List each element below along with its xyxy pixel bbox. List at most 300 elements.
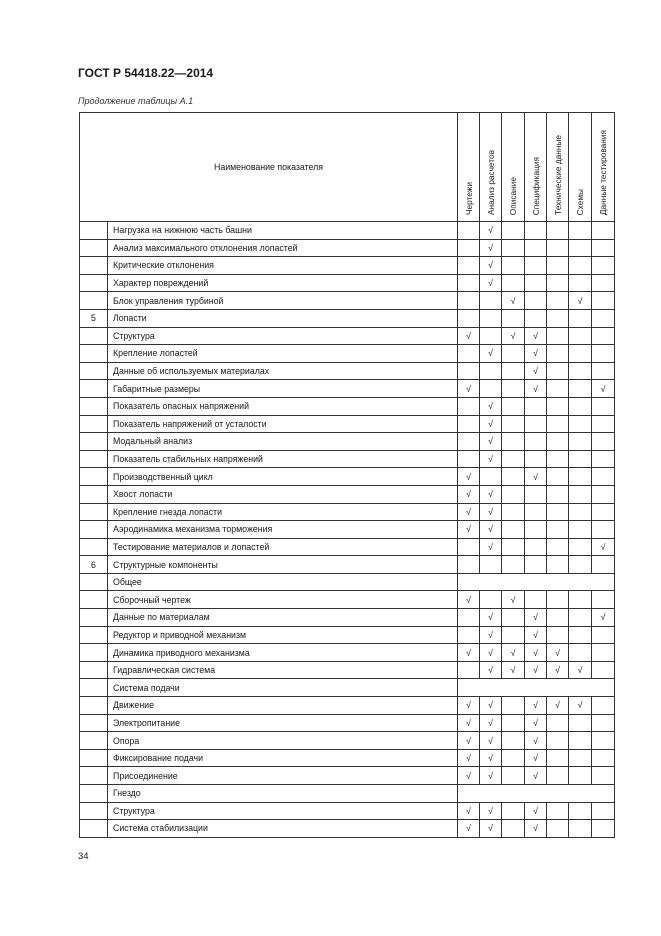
empty-cell (569, 714, 592, 732)
empty-cell (547, 309, 569, 327)
check-mark-cell: √ (569, 661, 592, 679)
row-number (80, 468, 108, 486)
empty-cell (547, 239, 569, 257)
empty-cell (592, 732, 615, 750)
empty-cell (525, 309, 547, 327)
indicators-table (79, 112, 615, 838)
row-number (80, 573, 108, 591)
empty-cell (569, 626, 592, 644)
table-row (80, 556, 615, 574)
indicator-name: Критические отклонения (108, 257, 458, 275)
empty-cell (569, 820, 592, 838)
check-mark-cell: √ (525, 609, 547, 627)
empty-cell (502, 274, 525, 292)
table-row (80, 468, 615, 486)
empty-cell (592, 397, 615, 415)
header-col-label: Данные тестирования (598, 129, 609, 215)
indicator-name: Фиксирование подачи (108, 749, 458, 767)
empty-cell (502, 556, 525, 574)
table-row (80, 609, 615, 627)
row-number (80, 415, 108, 433)
empty-cell (502, 626, 525, 644)
empty-cell (502, 468, 525, 486)
indicator-name: Производственный цикл (108, 468, 458, 486)
indicator-name: Опора (108, 732, 458, 750)
empty-cell (569, 327, 592, 345)
check-mark-cell: √ (592, 380, 615, 398)
indicator-name: Сборочный чертеж (108, 591, 458, 609)
empty-cell (592, 239, 615, 257)
row-number (80, 626, 108, 644)
empty-cell (525, 257, 547, 275)
empty-cell (458, 345, 480, 363)
empty-cell (458, 556, 480, 574)
empty-cell (547, 468, 569, 486)
empty-cell (502, 362, 525, 380)
row-number (80, 697, 108, 715)
row-number (80, 644, 108, 662)
indicator-name: Показатель напряжений от усталости (108, 415, 458, 433)
table-row (80, 257, 615, 275)
row-number (80, 820, 108, 838)
check-mark-cell: √ (480, 450, 502, 468)
empty-cell (592, 450, 615, 468)
empty-cell (547, 626, 569, 644)
row-number (80, 345, 108, 363)
row-number (80, 767, 108, 785)
empty-cell (569, 521, 592, 539)
empty-cell (458, 274, 480, 292)
check-mark-cell: √ (525, 767, 547, 785)
header-col (547, 113, 569, 222)
empty-cell (592, 697, 615, 715)
table-row (80, 485, 615, 503)
row-number (80, 485, 108, 503)
empty-cell (458, 415, 480, 433)
empty-cell (547, 749, 569, 767)
empty-cell (458, 450, 480, 468)
indicator-name: Аэродинамика механизма торможения (108, 521, 458, 539)
table-row (80, 415, 615, 433)
empty-cell (592, 556, 615, 574)
indicator-name: Общее (108, 573, 458, 591)
empty-cell (525, 485, 547, 503)
empty-cell (592, 327, 615, 345)
indicator-name: Нагрузка на нижнюю часть башни (108, 222, 458, 240)
table-row (80, 749, 615, 767)
empty-cell (547, 802, 569, 820)
row-number (80, 538, 108, 556)
table-row (80, 573, 615, 591)
row-number (80, 661, 108, 679)
empty-cell (569, 309, 592, 327)
empty-cell (547, 538, 569, 556)
check-mark-cell: √ (458, 591, 480, 609)
row-number (80, 714, 108, 732)
table-row (80, 222, 615, 240)
check-mark-cell: √ (480, 749, 502, 767)
empty-cell (592, 714, 615, 732)
empty-cell (569, 362, 592, 380)
row-number (80, 503, 108, 521)
check-mark-cell: √ (502, 327, 525, 345)
table-row (80, 345, 615, 363)
header-col (458, 113, 480, 222)
table-row (80, 714, 615, 732)
table-row (80, 397, 615, 415)
empty-cell (569, 732, 592, 750)
empty-cell (547, 485, 569, 503)
header-col (525, 113, 547, 222)
check-mark-cell: √ (525, 468, 547, 486)
header-col-label: Спецификация (530, 156, 541, 215)
empty-cell (525, 274, 547, 292)
empty-cell (502, 749, 525, 767)
check-mark-cell: √ (480, 503, 502, 521)
row-number (80, 785, 108, 803)
empty-cell (592, 503, 615, 521)
empty-cell (592, 274, 615, 292)
empty-cell (547, 292, 569, 310)
check-mark-cell: √ (502, 661, 525, 679)
table-row (80, 820, 615, 838)
empty-cell (525, 222, 547, 240)
empty-cell (480, 556, 502, 574)
merged-cell (458, 573, 615, 591)
empty-cell (458, 362, 480, 380)
indicator-name: Крепление гнезда лопасти (108, 503, 458, 521)
empty-cell (547, 397, 569, 415)
check-mark-cell: √ (525, 697, 547, 715)
empty-cell (547, 345, 569, 363)
empty-cell (592, 415, 615, 433)
check-mark-cell: √ (502, 591, 525, 609)
empty-cell (569, 239, 592, 257)
empty-cell (502, 415, 525, 433)
empty-cell (547, 767, 569, 785)
empty-cell (547, 609, 569, 627)
indicator-name: Динамика приводного механизма (108, 644, 458, 662)
check-mark-cell: √ (592, 609, 615, 627)
header-col (502, 113, 525, 222)
empty-cell (569, 538, 592, 556)
table-header-row (80, 113, 615, 222)
check-mark-cell: √ (525, 380, 547, 398)
header-col-label: Технические данные (552, 135, 563, 215)
check-mark-cell: √ (547, 697, 569, 715)
indicator-name: Анализ максимального отклонения лопастей (108, 239, 458, 257)
indicator-name: Показатель стабильных напряжений (108, 450, 458, 468)
table-row (80, 292, 615, 310)
indicator-name: Крепление лопастей (108, 345, 458, 363)
row-number (80, 292, 108, 310)
check-mark-cell: √ (458, 767, 480, 785)
empty-cell (569, 257, 592, 275)
check-mark-cell: √ (525, 714, 547, 732)
row-number (80, 749, 108, 767)
table-row (80, 450, 615, 468)
check-mark-cell: √ (525, 661, 547, 679)
indicator-name: Показатель опасных напряжений (108, 397, 458, 415)
check-mark-cell: √ (525, 802, 547, 820)
table-row (80, 521, 615, 539)
merged-cell (458, 785, 615, 803)
indicator-name: Электропитание (108, 714, 458, 732)
table-row (80, 591, 615, 609)
indicator-name: Структура (108, 802, 458, 820)
empty-cell (547, 433, 569, 451)
table-row (80, 362, 615, 380)
check-mark-cell: √ (480, 239, 502, 257)
check-mark-cell: √ (458, 820, 480, 838)
empty-cell (592, 661, 615, 679)
check-mark-cell: √ (480, 714, 502, 732)
check-mark-cell: √ (525, 345, 547, 363)
row-number (80, 591, 108, 609)
check-mark-cell: √ (569, 697, 592, 715)
indicator-name: Хвост лопасти (108, 485, 458, 503)
empty-cell (458, 309, 480, 327)
row-number (80, 609, 108, 627)
empty-cell (592, 222, 615, 240)
check-mark-cell: √ (480, 661, 502, 679)
check-mark-cell: √ (480, 415, 502, 433)
check-mark-cell: √ (458, 327, 480, 345)
indicator-name: Тестирование материалов и лопастей (108, 538, 458, 556)
indicator-name: Редуктор и приводной механизм (108, 626, 458, 644)
row-number (80, 362, 108, 380)
empty-cell (480, 292, 502, 310)
merged-cell (458, 679, 615, 697)
check-mark-cell: √ (480, 767, 502, 785)
check-mark-cell: √ (480, 485, 502, 503)
empty-cell (502, 485, 525, 503)
empty-cell (547, 380, 569, 398)
row-number (80, 257, 108, 275)
header-col-label: Чертежи (463, 182, 474, 215)
indicator-name: Система стабилизации (108, 820, 458, 838)
indicator-name: Структура (108, 327, 458, 345)
table-row (80, 644, 615, 662)
empty-cell (547, 222, 569, 240)
empty-cell (502, 397, 525, 415)
table-row (80, 679, 615, 697)
indicator-name: Система подачи (108, 679, 458, 697)
empty-cell (502, 714, 525, 732)
check-mark-cell: √ (480, 222, 502, 240)
row-number: 6 (80, 556, 108, 574)
empty-cell (592, 345, 615, 363)
check-mark-cell: √ (480, 609, 502, 627)
empty-cell (569, 222, 592, 240)
empty-cell (547, 556, 569, 574)
empty-cell (525, 397, 547, 415)
indicator-name: Блок управления турбиной (108, 292, 458, 310)
table-row (80, 697, 615, 715)
check-mark-cell: √ (525, 327, 547, 345)
table-row (80, 767, 615, 785)
empty-cell (525, 591, 547, 609)
empty-cell (502, 222, 525, 240)
header-col-label: Схемы (575, 188, 586, 215)
empty-cell (569, 485, 592, 503)
empty-cell (547, 362, 569, 380)
empty-cell (592, 362, 615, 380)
empty-cell (502, 820, 525, 838)
empty-cell (547, 327, 569, 345)
check-mark-cell: √ (525, 626, 547, 644)
check-mark-cell: √ (458, 644, 480, 662)
empty-cell (458, 661, 480, 679)
empty-cell (569, 450, 592, 468)
empty-cell (502, 433, 525, 451)
empty-cell (480, 468, 502, 486)
empty-cell (569, 274, 592, 292)
indicator-name: Гнездо (108, 785, 458, 803)
empty-cell (458, 292, 480, 310)
table-caption: Продолжение таблицы А.1 (78, 96, 194, 106)
empty-cell (592, 468, 615, 486)
table-row (80, 274, 615, 292)
empty-cell (569, 767, 592, 785)
check-mark-cell: √ (458, 714, 480, 732)
empty-cell (569, 802, 592, 820)
empty-cell (592, 521, 615, 539)
table-row (80, 626, 615, 644)
indicator-name: Данные об используемых материалах (108, 362, 458, 380)
empty-cell (569, 591, 592, 609)
empty-cell (525, 433, 547, 451)
empty-cell (525, 556, 547, 574)
check-mark-cell: √ (502, 644, 525, 662)
row-number (80, 679, 108, 697)
indicator-name: Данные по материалам (108, 609, 458, 627)
empty-cell (502, 503, 525, 521)
check-mark-cell: √ (525, 362, 547, 380)
empty-cell (592, 309, 615, 327)
check-mark-cell: √ (458, 485, 480, 503)
check-mark-cell: √ (458, 503, 480, 521)
table-row (80, 239, 615, 257)
empty-cell (458, 626, 480, 644)
empty-cell (525, 538, 547, 556)
indicator-name: Габаритные размеры (108, 380, 458, 398)
empty-cell (547, 714, 569, 732)
indicator-name: Присоединение (108, 767, 458, 785)
check-mark-cell: √ (525, 644, 547, 662)
table-row (80, 732, 615, 750)
empty-cell (569, 556, 592, 574)
empty-cell (502, 380, 525, 398)
table-body (80, 222, 615, 838)
empty-cell (525, 239, 547, 257)
check-mark-cell: √ (480, 820, 502, 838)
empty-cell (480, 327, 502, 345)
empty-cell (502, 767, 525, 785)
check-mark-cell: √ (480, 345, 502, 363)
empty-cell (525, 292, 547, 310)
row-number (80, 239, 108, 257)
empty-cell (569, 468, 592, 486)
row-number: 5 (80, 309, 108, 327)
document-title: ГОСТ Р 54418.22—2014 (78, 66, 214, 80)
empty-cell (547, 521, 569, 539)
check-mark-cell: √ (592, 538, 615, 556)
empty-cell (569, 503, 592, 521)
table-row (80, 503, 615, 521)
check-mark-cell: √ (480, 433, 502, 451)
row-number (80, 732, 108, 750)
empty-cell (458, 222, 480, 240)
table-row (80, 327, 615, 345)
table-row (80, 309, 615, 327)
empty-cell (525, 503, 547, 521)
empty-cell (480, 380, 502, 398)
empty-cell (592, 433, 615, 451)
row-number (80, 521, 108, 539)
empty-cell (569, 644, 592, 662)
empty-cell (525, 450, 547, 468)
empty-cell (569, 345, 592, 363)
empty-cell (547, 274, 569, 292)
empty-cell (502, 239, 525, 257)
empty-cell (525, 521, 547, 539)
check-mark-cell: √ (525, 732, 547, 750)
empty-cell (502, 697, 525, 715)
row-number (80, 433, 108, 451)
check-mark-cell: √ (480, 257, 502, 275)
check-mark-cell: √ (569, 292, 592, 310)
indicator-name: Движение (108, 697, 458, 715)
empty-cell (480, 591, 502, 609)
empty-cell (547, 450, 569, 468)
empty-cell (458, 433, 480, 451)
check-mark-cell: √ (547, 661, 569, 679)
empty-cell (458, 239, 480, 257)
empty-cell (569, 397, 592, 415)
check-mark-cell: √ (502, 292, 525, 310)
empty-cell (569, 433, 592, 451)
empty-cell (502, 802, 525, 820)
check-mark-cell: √ (458, 468, 480, 486)
row-number (80, 380, 108, 398)
header-col-label: Анализ расчетов (485, 150, 496, 215)
check-mark-cell: √ (480, 732, 502, 750)
row-number (80, 274, 108, 292)
indicator-name: Характер повреждений (108, 274, 458, 292)
empty-cell (547, 591, 569, 609)
empty-cell (569, 415, 592, 433)
empty-cell (502, 538, 525, 556)
check-mark-cell: √ (480, 521, 502, 539)
empty-cell (502, 609, 525, 627)
table-row (80, 661, 615, 679)
empty-cell (592, 820, 615, 838)
empty-cell (592, 802, 615, 820)
check-mark-cell: √ (458, 697, 480, 715)
empty-cell (502, 450, 525, 468)
empty-cell (547, 503, 569, 521)
indicator-name: Модальный анализ (108, 433, 458, 451)
empty-cell (592, 767, 615, 785)
header-col (480, 113, 502, 222)
page-number: 34 (78, 851, 89, 862)
empty-cell (569, 749, 592, 767)
empty-cell (458, 397, 480, 415)
check-mark-cell: √ (480, 802, 502, 820)
check-mark-cell: √ (480, 538, 502, 556)
empty-cell (547, 415, 569, 433)
